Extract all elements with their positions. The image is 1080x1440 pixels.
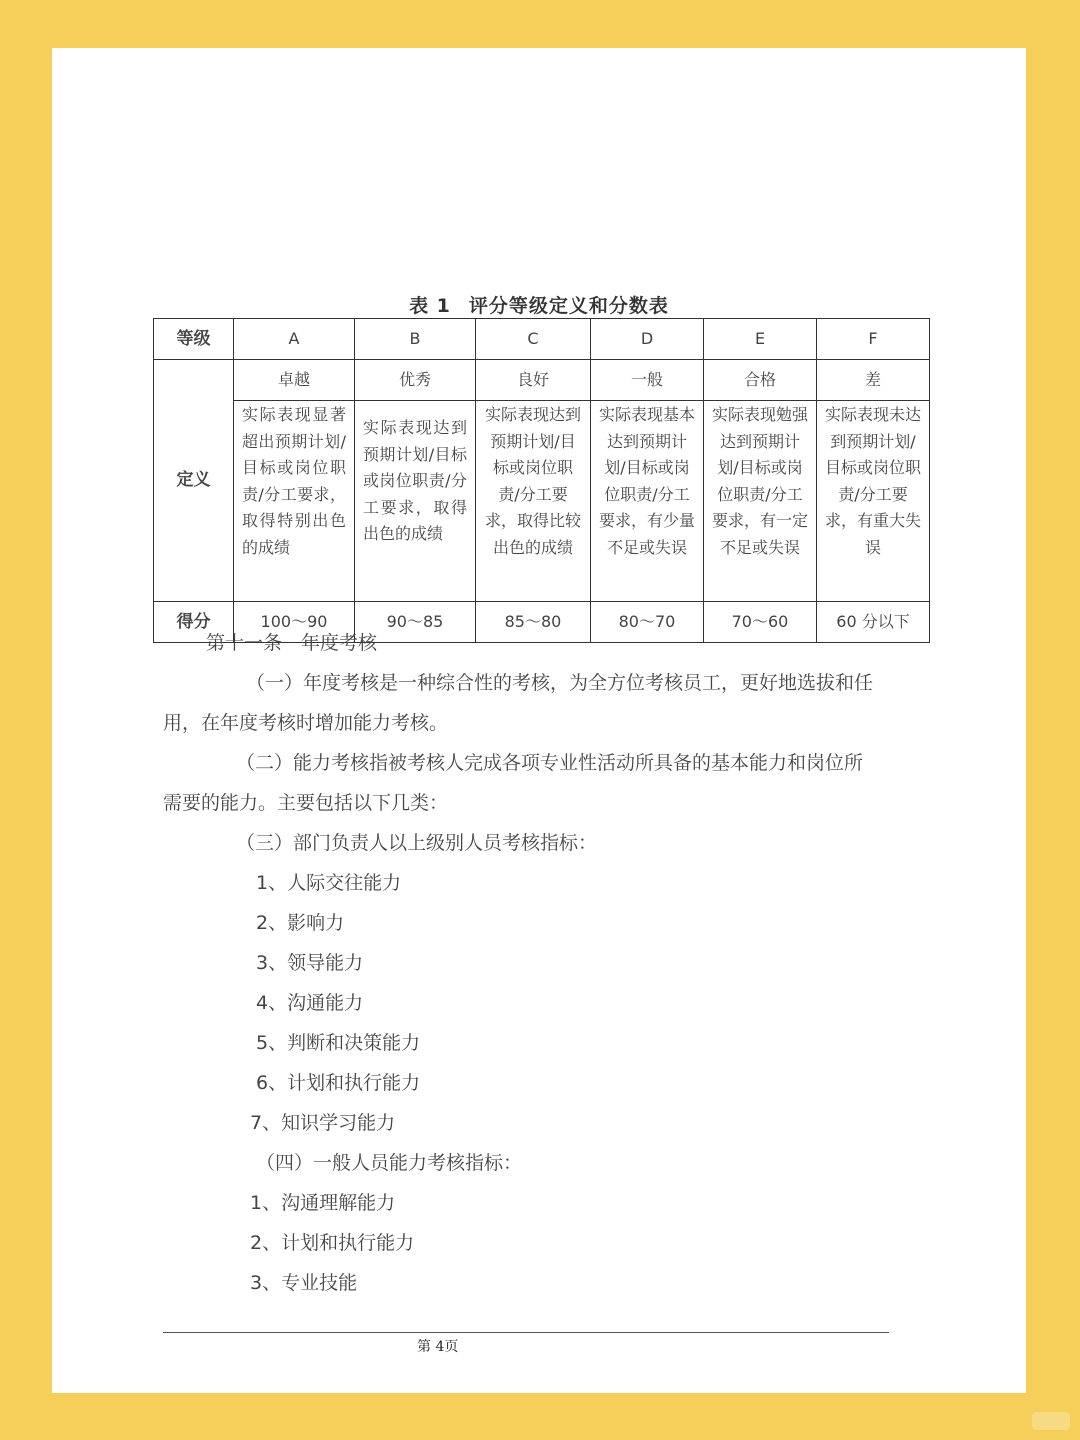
- grade-name-cell: 良好: [476, 360, 591, 401]
- grade-cell: B: [355, 319, 476, 360]
- table-row-grade-name: [154, 360, 930, 401]
- paragraph-line: （一）年度考核是一种综合性的考核，为全方位考核员工，更好地选拔和任: [246, 672, 874, 694]
- grade-name-cell: 一般: [591, 360, 704, 401]
- list-item: 7、知识学习能力: [250, 1112, 396, 1134]
- section-heading: （四）一般人员能力考核指标：: [256, 1152, 523, 1174]
- score-cell: 70～60: [704, 602, 817, 643]
- section-heading: （三）部门负责人以上级别人员考核指标：: [236, 832, 598, 854]
- grade-name-cell: 卓越: [234, 360, 355, 401]
- score-cell: 80～70: [591, 602, 704, 643]
- page-number: 第 4页: [417, 1339, 459, 1355]
- document-page: [52, 48, 1026, 1393]
- grade-name-cell: 合格: [704, 360, 817, 401]
- grade-table: [153, 318, 930, 643]
- footer-divider: [163, 1332, 889, 1333]
- grade-name-cell: 差: [817, 360, 930, 401]
- list-item: 1、沟通理解能力: [250, 1192, 396, 1214]
- list-item: 2、影响力: [256, 912, 345, 934]
- paragraph-line: 需要的能力。主要包括以下几类：: [163, 792, 449, 814]
- list-item: 4、沟通能力: [256, 992, 364, 1014]
- grade-header-label: 等级: [154, 319, 234, 360]
- score-cell: 90～85: [355, 602, 476, 643]
- definition-label: 定义: [154, 360, 234, 602]
- watermark: [1032, 1412, 1070, 1430]
- list-item: 3、领导能力: [256, 952, 364, 974]
- score-cell: 85～80: [476, 602, 591, 643]
- grade-cell: C: [476, 319, 591, 360]
- grade-cell: A: [234, 319, 355, 360]
- grade-name-cell: 优秀: [355, 360, 476, 401]
- definition-cell: 实际表现显著超出预期计划/目标或岗位职责/分工要求，取得特别出色的成绩: [234, 401, 355, 602]
- table-row-grade: [154, 319, 930, 360]
- score-cell: 100～90: [234, 602, 355, 643]
- paragraph-line: 用，在年度考核时增加能力考核。: [163, 712, 449, 734]
- table-caption-number: 表 1: [409, 295, 451, 317]
- table-caption-title: 评分等级定义和分数表: [468, 295, 669, 317]
- score-label: 得分: [154, 602, 234, 643]
- list-item: 1、人际交往能力: [256, 872, 402, 894]
- paragraph-line: （二）能力考核指被考核人完成各项专业性活动所具备的基本能力和岗位所: [236, 752, 864, 774]
- list-item: 6、计划和执行能力: [256, 1072, 421, 1094]
- definition-cell: 实际表现达到预期计划/目标或岗位职责/分工要求，取得出色的成绩: [355, 401, 476, 602]
- list-item: 3、专业技能: [250, 1272, 358, 1294]
- grade-cell: F: [817, 319, 930, 360]
- definition-cell: 实际表现未达到预期计划/目标或岗位职责/分工要求，有重大失误: [817, 401, 930, 602]
- grade-cell: D: [591, 319, 704, 360]
- score-cell: 60 分以下: [817, 602, 930, 643]
- definition-cell: 实际表现达到预期计划/目标或岗位职责/分工要求，取得比较出色的成绩: [476, 401, 591, 602]
- article-title: 第十一条 年度考核: [206, 632, 378, 654]
- table-row-definition: [154, 401, 930, 602]
- definition-cell: 实际表现勉强达到预期计划/目标或岗位职责/分工要求，有一定不足或失误: [704, 401, 817, 602]
- grade-cell: E: [704, 319, 817, 360]
- list-item: 2、计划和执行能力: [250, 1232, 415, 1254]
- list-item: 5、判断和决策能力: [256, 1032, 421, 1054]
- definition-cell: 实际表现基本达到预期计划/目标或岗位职责/分工要求，有少量不足或失误: [591, 401, 704, 602]
- table-caption: [52, 291, 1026, 318]
